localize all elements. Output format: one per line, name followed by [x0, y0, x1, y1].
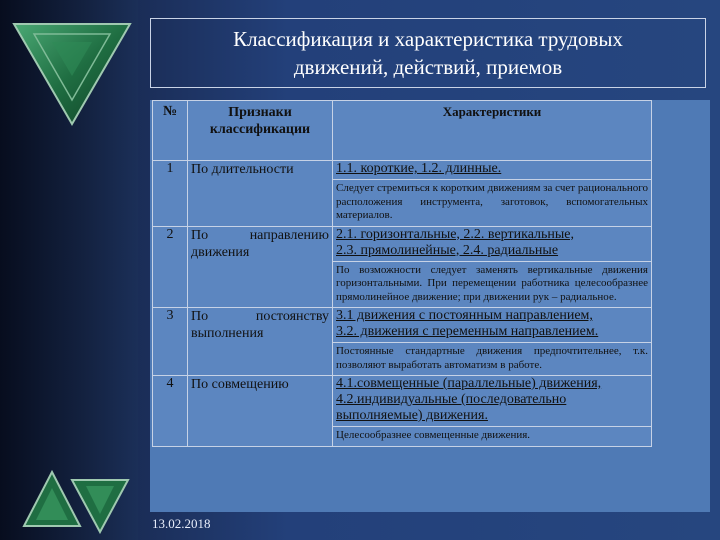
row-note: Целесообразнее совмещенные движения.: [333, 426, 651, 446]
row-characteristics: [333, 226, 652, 308]
header-characteristics: Характеристики: [333, 101, 652, 161]
row-number: 3: [153, 308, 188, 376]
row-criterion: По постоянству выполнения: [188, 308, 333, 376]
row-criterion: По длительности: [188, 161, 333, 227]
triangle-decor-bottom-right: [70, 478, 130, 534]
row-types-line: 3.1 движения с постоянным направлением,: [336, 308, 593, 323]
row-types-line: 2.3. прямолинейные, 2.4. радиальные: [336, 242, 559, 258]
table-header-row: [153, 101, 652, 161]
table-row: [153, 376, 652, 447]
row-types-line: 2.1. горизонтальные, 2.2. вертикальные,: [336, 226, 575, 242]
table-row: [153, 161, 652, 227]
row-number: 2: [153, 226, 188, 308]
row-note: По возможности следует заменять вертикальные движения горизонтальными. При перемещении работника целесообразнее прямолинейное движение; при движении рук – радиальное.: [333, 261, 651, 308]
classification-table: [152, 100, 652, 447]
row-types-line: 3.2. движения с переменным направлением.: [336, 324, 599, 339]
row-types-line: 1.1. короткие, 1.2. длинные.: [336, 161, 502, 176]
row-types-line: 4.1.совмещенные (параллельные) движения,: [336, 376, 602, 391]
header-number: №: [153, 101, 188, 161]
row-characteristics: [333, 308, 652, 376]
row-note: Следует стремиться к коротким движениям за счет рационального расположения инструмента, заготовок, вспомогательных материалов.: [333, 179, 651, 226]
title-line-2: движений, действий, приемов: [293, 55, 563, 79]
table-row: [153, 308, 652, 376]
row-characteristics: [333, 161, 652, 227]
row-criterion: По направлению движения: [188, 226, 333, 308]
row-characteristics: [333, 376, 652, 447]
row-number: 1: [153, 161, 188, 227]
slide-date: 13.02.2018: [152, 516, 211, 531]
row-note: Постоянные стандартные движения предпочтительнее, т.к. позволяют выработать автоматизм в работе.: [333, 342, 651, 375]
row-types-line: 4.2.индивидуальные (последовательно выполняемые) движения.: [336, 392, 567, 423]
title-line-1: Классификация и характеристика трудовых: [233, 27, 623, 51]
row-criterion: По совмещению: [188, 376, 333, 447]
table-row: [153, 226, 652, 308]
header-criteria: Признаки классификации: [188, 101, 333, 161]
row-number: 4: [153, 376, 188, 447]
triangle-decor-top: [12, 20, 132, 130]
classification-table-panel: [150, 100, 710, 512]
slide-title: [150, 18, 706, 88]
